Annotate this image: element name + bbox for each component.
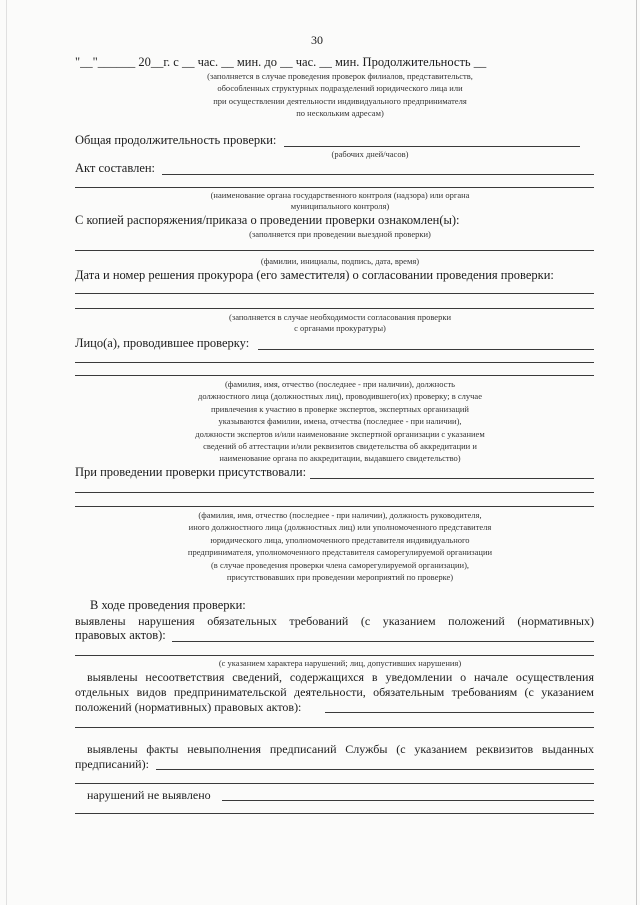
page-number: 30 <box>311 33 323 47</box>
present-line-1[interactable] <box>310 478 594 479</box>
prosecutor-note-1: (заполняется в случае необходимости согласования проверки <box>229 312 451 322</box>
act-made-line-2[interactable] <box>75 187 594 188</box>
mismatch-text-3: положений (нормативных) правовых актов): <box>75 700 302 714</box>
act-made-label: Акт составлен: <box>75 161 156 175</box>
present-line-2[interactable] <box>75 492 594 493</box>
present-label: При проведении проверки присутствовали: <box>75 465 307 479</box>
orders-line-2[interactable] <box>75 783 594 784</box>
date-time-line: "__"______ 20__г. с __ час. __ мин. до __ час. __ мин. Продолжительность __ <box>75 55 487 69</box>
header-note-1: (заполняется в случае проведения проверок филиалов, представительств, <box>207 71 473 81</box>
inspector-line-3[interactable] <box>75 375 594 376</box>
present-note-6: присутствовавших при проведении мероприятий по проверке) <box>226 572 454 582</box>
act-made-note-1: (наименование органа государственного контроля (надзора) или органа <box>210 190 470 200</box>
header-note-2: обособленных структурных подразделений юридического лица или <box>217 83 463 93</box>
scan-edge-left <box>6 0 7 905</box>
prosecutor-line-1[interactable] <box>75 293 594 294</box>
present-note-5: (в случае проведения проверки члена саморегулируемой организации), <box>210 560 470 570</box>
violations-text-2: правовых актов): <box>75 628 166 642</box>
mismatch-text-1: выявлены несоответствия сведений, содержащихся в уведомлении о начале осуществления <box>87 670 594 684</box>
no-violations-line-2[interactable] <box>75 813 594 814</box>
copy-order-note-2: (фамилии, инициалы, подпись, дата, время) <box>260 256 420 266</box>
prosecutor-label: Дата и номер решения прокурора (его заместителя) о согласовании проведения проверки: <box>75 268 554 282</box>
violations-text-1: выявлены нарушения обязательных требований (с указанием положений (нормативных) <box>75 614 594 628</box>
present-note-4: предпринимателя, уполномоченного представителя саморегулируемой организации <box>187 547 493 557</box>
no-violations-text: нарушений не выявлено <box>87 788 211 802</box>
prosecutor-note-2: с органами прокуратуры) <box>294 323 386 333</box>
orders-line-1[interactable] <box>156 769 594 770</box>
scan-edge-right <box>636 0 637 905</box>
inspector-note-3: привлечения к участию в проверке экспертов, экспертных организаций <box>211 404 469 414</box>
violations-line-1[interactable] <box>172 641 594 642</box>
act-made-note-2: муниципального контроля) <box>290 201 390 211</box>
header-note-4: по нескольким адресам) <box>296 108 384 118</box>
inspector-label: Лицо(а), проводившее проверку: <box>75 336 250 350</box>
inspector-note-5: должности экспертов и/или наименование экспертной организации с указанием <box>195 429 485 439</box>
orders-text-2: предписаний): <box>75 757 149 771</box>
inspector-note-7: наименование органа по аккредитации, выдавшего свидетельство) <box>219 453 461 463</box>
inspector-line-2[interactable] <box>75 362 594 363</box>
total-duration-line[interactable] <box>284 146 580 147</box>
inspector-note-1: (фамилия, имя, отчество (последнее - при наличии), должность <box>224 379 456 389</box>
total-duration-note: (рабочих дней/часов) <box>331 149 409 159</box>
header-note-3: при осуществлении деятельности индивидуального предпринимателя <box>213 96 467 106</box>
inspector-line-1[interactable] <box>258 349 594 350</box>
copy-order-note: (заполняется при проведении выездной проверки) <box>249 229 431 239</box>
mismatch-line-2[interactable] <box>75 727 594 728</box>
mismatch-line-1[interactable] <box>325 712 594 713</box>
prosecutor-line-2[interactable] <box>75 308 594 309</box>
orders-text-1: выявлены факты невыполнения предписаний Службы (с указанием реквизитов выданных <box>87 742 594 756</box>
act-made-line-1[interactable] <box>162 174 594 175</box>
present-note-1: (фамилия, имя, отчество (последнее - при наличии), должность руководителя, <box>198 510 482 520</box>
total-duration-label: Общая продолжительность проверки: <box>75 133 277 147</box>
inspector-note-4: указываются фамилии, имена, отчества (последнее - при наличии), <box>218 416 462 426</box>
inspector-note-2: должностного лица (должностных лиц), проводившего(их) проверку; в случае <box>198 391 482 401</box>
violations-line-2[interactable] <box>75 655 594 656</box>
inspector-note-6: сведений об аттестации и/или реквизитов свидетельства об аккредитации и <box>203 441 477 451</box>
present-note-2: иного должностного лица (должностных лиц) или уполномоченного представителя <box>188 522 492 532</box>
mismatch-text-2: отдельных видов предпринимательской деятельности, обязательным требованиям (с указанием <box>75 685 594 699</box>
present-note-3: юридического лица, уполномоченного представителя индивидуального <box>210 535 470 545</box>
violations-note: (с указанием характера нарушений; лиц, допустивших нарушения) <box>218 658 462 668</box>
copy-order-label: С копией распоряжения/приказа о проведении проверки ознакомлен(ы): <box>75 213 460 227</box>
copy-order-line[interactable] <box>75 250 594 251</box>
present-line-3[interactable] <box>75 506 594 507</box>
no-violations-line-1[interactable] <box>222 800 594 801</box>
results-heading: В ходе проведения проверки: <box>90 598 246 612</box>
